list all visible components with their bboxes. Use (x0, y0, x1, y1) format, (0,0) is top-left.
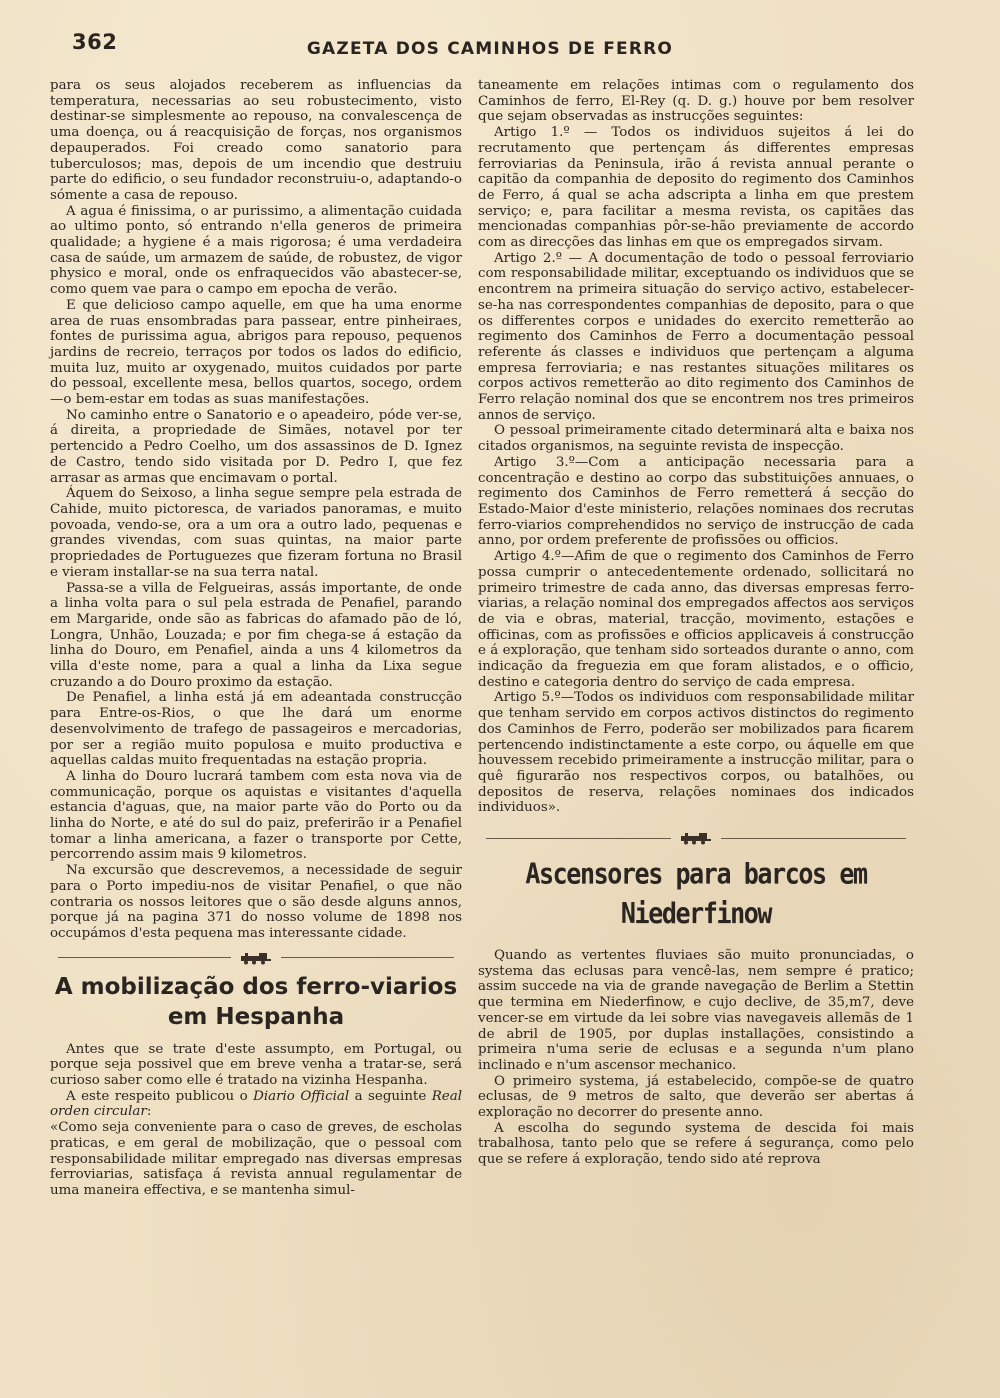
section-divider (50, 950, 462, 966)
right-column (478, 78, 914, 1168)
article-title-line1: A mobilização dos ferro-viarios (54, 973, 458, 1000)
running-title: GAZETA DOS CAMINHOS DE FERRO (306, 39, 674, 59)
paragraph: para os seus alojados receberem as influencias da temperatura, necessarias ao seu robustecimento, visto destinar-se simplesmente ao repouso, na convalescença de uma doença, ou á reacquisição de forças, nos organismos depauperados. Foi creado como sanatorio para tuberculosos; mas, depois de um incendio que destruiu parte do edificio, o seu fundador reconstruiu-o, adaptando-o sómente a casa de repouso. (50, 78, 462, 203)
text-run: a seguinte (349, 1088, 432, 1104)
article-title (50, 972, 462, 1032)
paragraph: Áquem do Seixoso, a linha segue sempre pela estrada de Cahide, muito pictoresca, de variados panoramas, e muito povoada, vendo-se, ora a um ora a outro lado, pequenas e grandes vivendas, com suas quintas, na maior parte propriedades de Portuguezes que fizeram fortuna no Brasil e vieram installar-se na sua terra natal. (50, 486, 462, 580)
paragraph: O pessoal primeiramente citado determinará alta e baixa nos citados organismos, na seguinte revista de inspecção. (478, 423, 914, 455)
paragraph: Artigo 3.º—Com a anticipação necessaria para a concentração e destino ao corpo das substituições annuaes, o regimento dos Caminhos de Ferro remetterá á secção do Estado-Maior d'este ministerio, relações nominaes dos recrutas ferro-viarios comprehendidos no serviço de instrucção de cada anno, por ordem preferente de profissões ou officios. (478, 454, 914, 549)
paragraph: O primeiro systema, já estabelecido, compõe-se de quatro eclusas, de 9 metros de salto, que deverão ser abertas á exploração no decorrer do presente anno. (478, 1073, 914, 1121)
paragraph: Artigo 2.º — A documentação de todo o pessoal ferroviario com responsabilidade militar, exceptuando os individuos que se encontrem na primeira situação do serviço activo, estabelecer-se-ha nas correspondentes companhias de deposito, para o que os differentes corpos e unidades do exercito remetterão ao regimento dos Caminhos de Ferro a documentação pessoal referente ás classes e individuos que pertençam a alguma empresa ferroviaria; e nas restantes situações militares os corpos activos remetterão ao dito regimento dos Caminhos de Ferro relação nominal dos que se encontrem nos tres primeiros annos de serviço. (478, 250, 914, 423)
train-icon (239, 951, 273, 965)
italic-text: Diario Official (253, 1088, 350, 1104)
paragraph: De Penafiel, a linha está já em adeantada construcção para Entre-os-Rios, o que lhe dará um enorme desenvolvimento de trafego de passageiros e mercadorias, por ser a região muito populosa e muito productiva e aquellas caldas muito frequentadas na estação propria. (50, 690, 462, 769)
paragraph: Na excursão que descrevemos, a necessidade de seguir para o Porto impediu-nos de visitar Penafiel, o que não contraria os nossos leitores que o são desde alguns annos, porque já na pagina 371 do nosso volume de 1898 nos occupámos d'esta pequena mas interessante cidade. (50, 863, 462, 941)
paragraph: Quando as vertentes fluviaes são muito pronunciadas, o systema das eclusas para vencê-las, nem sempre é pratico; assim succede na via de grande navegação de Berlim a Stettin que termina em Niederfinow, e cujo declive, de 35,m7, deve vencer-se em virtude da lei sobre vias navegaveis allemãs de 1 de abril de 1905, por duplas installações, consistindo a primeira n'uma serie de eclusas e a segunda n'um plano inclinado e n'um ascensor mechanico. (478, 948, 914, 1073)
paragraph: taneamente em relações intimas com o regulamento dos Caminhos de ferro, El-Rey (q. D. g.) houve por bem resolver que sejam observadas as instrucções seguintes: (478, 78, 914, 125)
paragraph: A agua é finissima, o ar purissimo, a alimentação cuidada ao ultimo ponto, só entrando n'ella generos de primeira qualidade; a hygiene é a mais rigorosa; é uma verdadeira casa de saúde, um armazem de saúde, de robustez, de vigor physico e moral, onde os enfraquecidos vão abastecer-se, como quem vae para o campo em epocha de verão. (50, 203, 462, 298)
paragraph: Artigo 1.º — Todos os individuos sujeitos á lei do recrutamento que pertençam ás differentes empresas ferroviarias da Peninsula, irão á revista annual perante o capitão da companhia de deposito do regimento dos Caminhos de Ferro, á qual se acha adscripta a linha em que prestem serviço; e, para facilitar a mesma revista, os capitães das mencionadas companhias pôr-se-hão previamente de accordo com as direcções das linhas em que os empregados sirvam. (478, 125, 914, 251)
italic-text: Real orden circular (50, 1088, 462, 1120)
train-icon (679, 831, 713, 845)
article-title-line2: em Hespanha (167, 1003, 345, 1030)
paragraph: Artigo 5.º—Todos os individuos com responsabilidade militar que tenham servido em corpos activos distinctos do regimento dos Caminhos de Ferro, poderão ser mobilizados para ficarem pertencendo indistinctamente a este corpo, ou áquelle em que houvessem recebido primeiramente a instrucção militar, para o quê figurarão nos respectivos corpos, ou batalhões, ou depositos de reserva, relações nominaes dos indicados individuos». (478, 690, 914, 816)
section-divider (478, 830, 914, 846)
paragraph: No caminho entre o Sanatorio e o apeadeiro, póde ver-se, á direita, a propriedade de Simães, notavel por ter pertencido a Pedro Coelho, um dos assassinos de D. Ignez de Castro, tendo sido visitada por D. Pedro I, que fez arrasar as armas que encimavam o portal. (50, 407, 462, 486)
article-title: Ascensores para barcos em Niederfinow (525, 857, 867, 930)
divider-rule (486, 838, 671, 839)
paragraph: A escolha do segundo systema de descida foi mais trabalhosa, tanto pelo que se refere á segurança, como pelo que se refere á exploração, tendo sido até reprova (478, 1120, 914, 1168)
divider-rule (281, 957, 454, 958)
text-run: : (146, 1104, 152, 1120)
page-number: 362 (72, 30, 118, 54)
paragraph: Passa-se a villa de Felgueiras, assás importante, de onde a linha volta para o sul pela estrada de Penafiel, parando em Margaride, onde são as fabricas do afamado pão de ló, Longra, Unhão, Louzada; e por fim chega-se á estação da linha do Douro, em Penafiel, ainda a uns 4 kilometros da villa d'este nome, para a qual a linha da Lixa segue cruzando a do Douro proximo da estação. (50, 580, 462, 690)
text-run: A este respeito publicou o (66, 1088, 254, 1104)
paragraph: E que delicioso campo aquelle, em que ha uma enorme area de ruas ensombradas para passear, entre pinheiraes, fontes de purissima agua, abrigos para repouso, pequenos jardins de recreio, terraços por todos os lados do edificio, muita luz, muito ar oxygenado, muitos cuidados por parte do pessoal, excellente mesa, bellos quartos, socego, ordem—o bem-estar em todas as suas manifestações. (50, 297, 462, 408)
left-column (50, 78, 462, 1199)
paragraph: Artigo 4.º—Afim de que o regimento dos Caminhos de Ferro possa cumprir o antecedentemente ordenado, sollicitará no primeiro trimestre de cada anno, das diversas empresas ferro-viarias, a relação nominal dos empregados affectos aos serviços de via e obras, material, tracção, movimento, estações e officinas, com as profissões e officios applicaveis á construcção e á exploração, que tenham sido sorteados durante o anno, com indicação da freguezia em que foram alistados, e o officio, destino e categoria dentro do serviço de cada empresa. (478, 549, 914, 690)
paragraph: «Como seja conveniente para o caso de greves, de escholas praticas, e em geral de mobilização, que o pessoal com responsabilidade militar empregado nas diversas empresas ferroviarias, satisfaça á revista annual regulamentar de uma maneira effectiva, e se mantenha simul- (50, 1120, 462, 1198)
paragraph (50, 1089, 462, 1120)
paragraph: Antes que se trate d'este assumpto, em Portugal, ou porque seja possivel que em breve venha a tratar-se, será curioso saber como elle é tratado na vizinha Hespanha. (50, 1041, 462, 1089)
paragraph: A linha do Douro lucrará tambem com esta nova via de communicação, porque os aquistas e visitantes d'aquella estancia d'aguas, que, na maior parte vão do Porto ou da linha do Norte, e até do sul do paiz, preferirão ir a Penafiel tomar a linha americana, a fazer o transporte por Cette, percorrendo assim mais 9 kilometros. (50, 768, 462, 863)
divider-rule (58, 957, 231, 958)
divider-rule (721, 838, 906, 839)
